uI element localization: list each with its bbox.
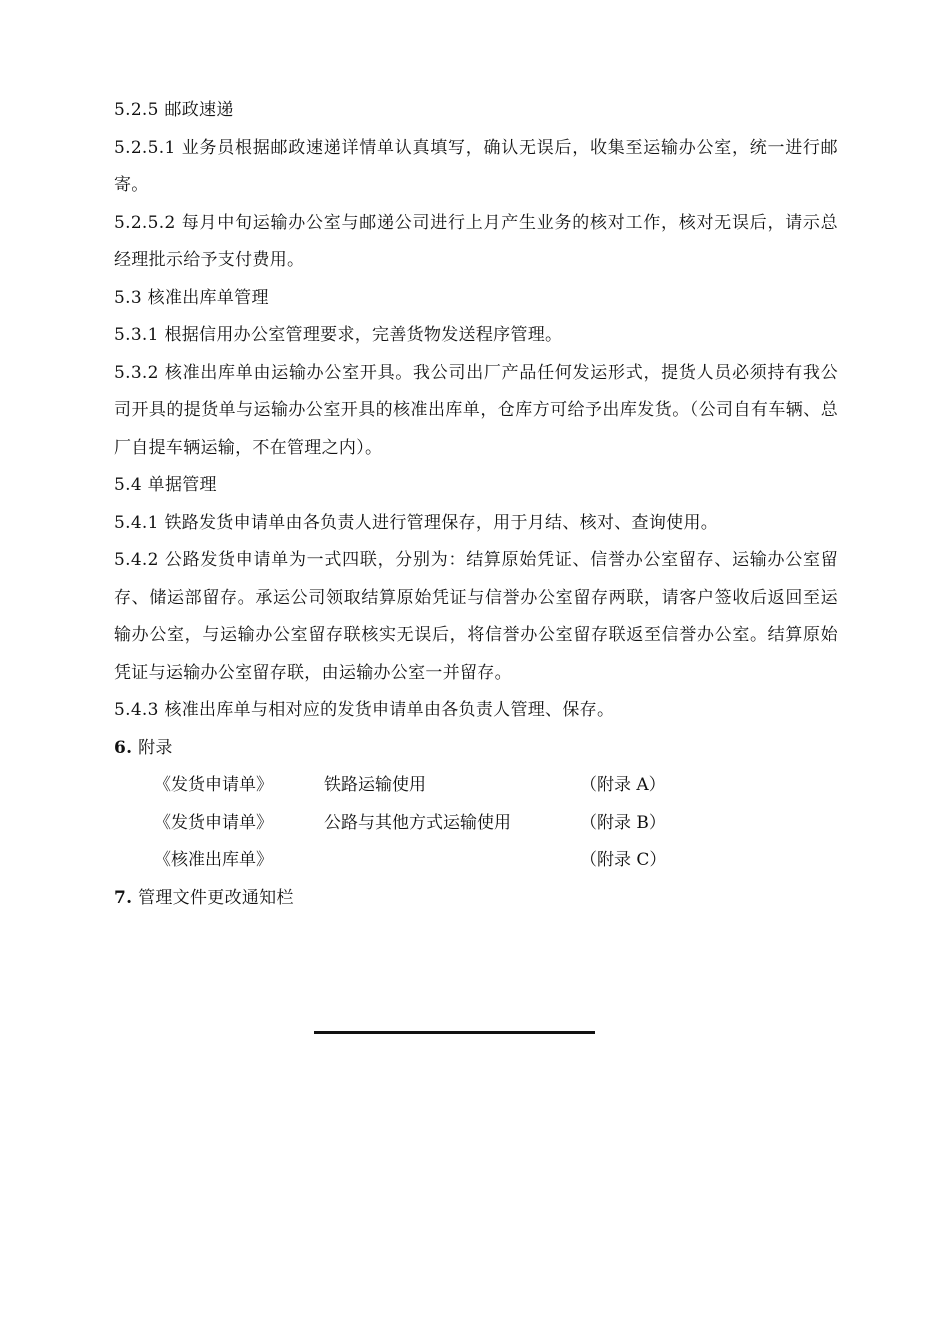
- paragraph-5-3-1: 5.3.1 根据信用办公室管理要求，完善货物发送程序管理。: [114, 325, 563, 345]
- heading-5-2-5: 5.2.5 邮政速递: [114, 100, 234, 120]
- paragraph-5-4-2: 5.4.2 公路发货申请单为一式四联，分别为：结算原始凭证、信誉办公室留存、运输办公室留存、储运部留存。承运公司领取结算原始凭证与信誉办公室留存两联，请客户签收后返回至运输办公室，与运输办公室留存联核实无误后，将信誉办公室留存联返至信誉办公室。结算原始凭证与运输办公室留存联，由运输办公室一并留存。: [114, 550, 838, 683]
- end-divider: [314, 1031, 595, 1034]
- section-6-heading: [114, 730, 838, 768]
- appendix-item: [114, 842, 838, 880]
- appendix-item: [114, 767, 838, 805]
- appendix-item-desc: 铁路运输使用: [324, 775, 426, 795]
- paragraph-5-2-5-2: 5.2.5.2 每月中旬运输办公室与邮递公司进行上月产生业务的核对工作，核对无误后，请示总经理批示给予支付费用。: [114, 212, 838, 270]
- appendix-item: [114, 805, 838, 843]
- section-7-title: 管理文件更改通知栏: [138, 887, 294, 908]
- appendix-item-desc: 公路与其他方式运输使用: [324, 812, 511, 833]
- appendix-item-ref: （附录 B）: [580, 812, 666, 833]
- appendix-item-name: 《发货申请单》: [154, 812, 273, 833]
- document-body: [114, 92, 838, 917]
- paragraph-5-4-1: 5.4.1 铁路发货申请单由各负责人进行管理保存，用于月结、核对、查询使用。: [114, 512, 719, 533]
- appendix-item-name: 《核准出库单》: [154, 850, 273, 870]
- section-6-title: 附录: [138, 737, 173, 758]
- section-7-heading: [114, 880, 838, 918]
- appendix-item-ref: （附录 A）: [580, 775, 666, 795]
- appendix-item-name: 《发货申请单》: [154, 775, 273, 795]
- paragraph-5-2-5-1: 5.2.5.1 业务员根据邮政速递详情单认真填写，确认无误后，收集至运输办公室，统一进行邮寄。: [114, 137, 838, 195]
- heading-5-3: 5.3 核准出库单管理: [114, 287, 269, 308]
- paragraph-5-4-3: 5.4.3 核准出库单与相对应的发货申请单由各负责人管理、保存。: [114, 700, 615, 720]
- heading-5-4: 5.4 单据管理: [114, 475, 217, 495]
- paragraph-5-3-2: 5.3.2 核准出库单由运输办公室开具。我公司出厂产品任何发运形式，提货人员必须持有我公司开具的提货单与运输办公室开具的核准出库单，仓库方可给予出库发货。（公司自有车辆、总厂自提车辆运输，不在管理之内）。: [114, 362, 838, 458]
- appendix-item-ref: （附录 C）: [580, 850, 667, 870]
- section-6-number: 6.: [114, 737, 133, 758]
- section-7-number: 7.: [114, 887, 133, 908]
